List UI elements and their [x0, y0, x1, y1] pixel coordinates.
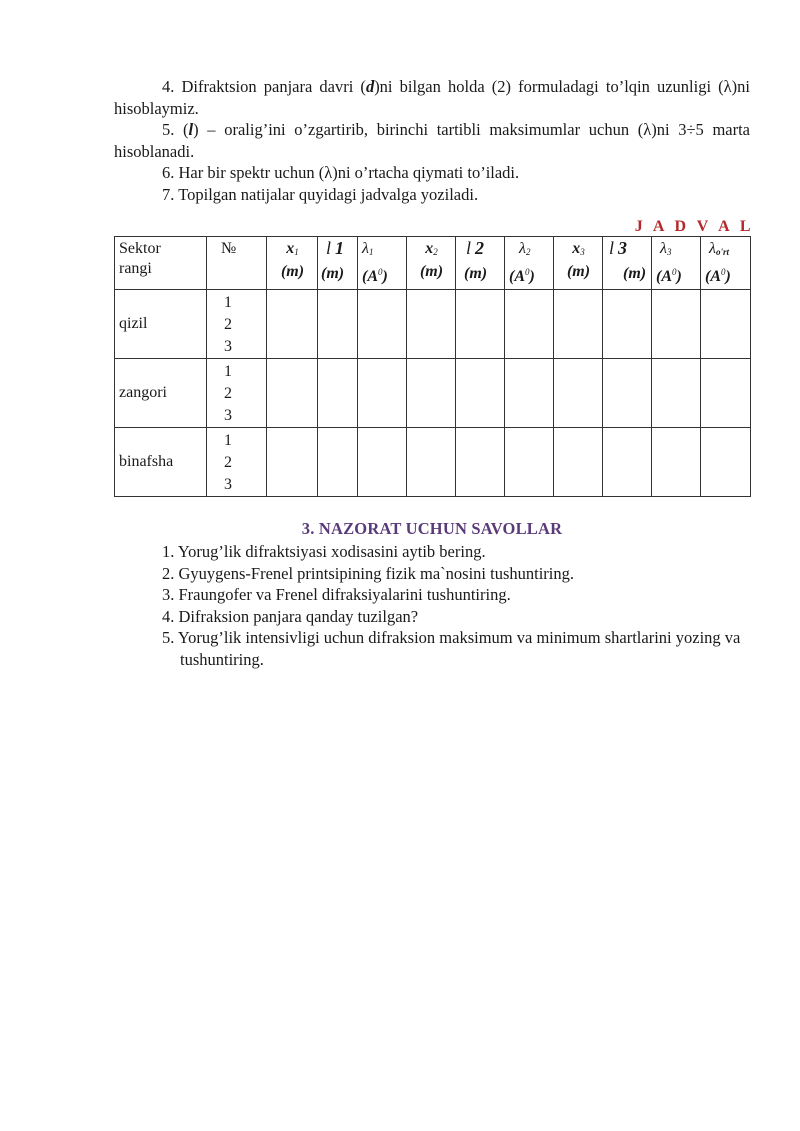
- header-sector: [115, 237, 207, 290]
- step-4: [114, 76, 750, 119]
- header-x1: [267, 237, 318, 290]
- header-x2: [407, 237, 456, 290]
- step-6: [114, 162, 750, 184]
- empty-cell[interactable]: [701, 290, 751, 359]
- empty-cell[interactable]: [603, 428, 652, 497]
- header-lam2-sup: 0: [525, 267, 530, 277]
- row-num: 2: [224, 454, 232, 471]
- empty-cell[interactable]: [407, 359, 456, 428]
- row-num: 3: [224, 338, 232, 355]
- step-6-text: 6. Har bir spektr uchun (λ)ni o’rtacha qiymati to’iladi.: [162, 163, 520, 182]
- table-row: [115, 290, 751, 359]
- header-num: [207, 237, 267, 290]
- empty-cell[interactable]: [318, 359, 358, 428]
- empty-cell[interactable]: [267, 428, 318, 497]
- header-lam2-var: λ: [519, 240, 526, 257]
- header-lam1-unit: (A: [362, 268, 378, 285]
- empty-cell[interactable]: [652, 428, 701, 497]
- header-x1-var: x: [286, 240, 295, 257]
- header-x1-sub: 1: [294, 247, 299, 257]
- header-l1-var: l: [326, 238, 332, 258]
- header-x2-var: x: [425, 240, 434, 257]
- empty-cell[interactable]: [701, 428, 751, 497]
- questions-list: [114, 541, 750, 670]
- empty-cell[interactable]: [407, 428, 456, 497]
- header-l1-num: 1: [335, 238, 345, 258]
- empty-cell[interactable]: [456, 359, 505, 428]
- empty-cell[interactable]: [358, 290, 407, 359]
- row-num: 1: [224, 294, 232, 311]
- list-item: 2. Gyuygens-Frenel printsipining fizik ma`nosini tushuntiring.: [162, 563, 575, 583]
- header-l2: [456, 237, 505, 290]
- step-7: [114, 184, 750, 206]
- step-5-var: l: [188, 120, 194, 139]
- empty-cell[interactable]: [652, 359, 701, 428]
- row-num: 3: [224, 407, 232, 424]
- header-l3: [603, 237, 652, 290]
- header-l1-unit: (m): [321, 265, 345, 282]
- row-num: 1: [224, 363, 232, 380]
- header-l2-unit: (m): [464, 265, 488, 282]
- row-color: zangori: [115, 359, 207, 428]
- header-sector-line1: Sektor: [119, 240, 161, 257]
- empty-cell[interactable]: [318, 290, 358, 359]
- row-num: 2: [224, 385, 232, 402]
- header-lamo-unit: (A: [705, 268, 721, 285]
- step-4-text-b: )ni bilgan holda (2) formuladagi to’lqin uzunligi (λ)ni hisoblaymiz.: [114, 77, 750, 118]
- header-lam1-var: λ: [362, 240, 369, 257]
- header-lamo-close: ): [725, 268, 731, 285]
- empty-cell[interactable]: [603, 290, 652, 359]
- header-l3-unit: (m): [623, 265, 647, 282]
- section-title: 3. NAZORAT UCHUN SAVOLLAR: [301, 519, 563, 538]
- row-numbers: [207, 290, 267, 359]
- row-num: 1: [224, 432, 232, 449]
- empty-cell[interactable]: [358, 428, 407, 497]
- header-l2-var: l: [466, 238, 472, 258]
- row-numbers: [207, 428, 267, 497]
- header-l3-var: l: [609, 238, 615, 258]
- header-x1-unit: (m): [280, 263, 305, 280]
- header-lam3-sub: 3: [666, 247, 672, 257]
- header-x3: [554, 237, 603, 290]
- empty-cell[interactable]: [554, 290, 603, 359]
- header-lamo-sup: 0: [721, 267, 726, 277]
- header-x2-sub: 2: [433, 247, 438, 257]
- header-lam2-unit: (A: [509, 268, 525, 285]
- header-lam1: [358, 237, 407, 290]
- header-l1: [318, 237, 358, 290]
- step-5: [114, 119, 750, 162]
- step-5-text-a: 5. (: [162, 120, 189, 139]
- header-lam2-close: ): [529, 268, 535, 285]
- results-table: [114, 236, 751, 497]
- header-lamo-sub: o'rt: [715, 247, 729, 257]
- empty-cell[interactable]: [505, 428, 554, 497]
- header-lamo-var: λ: [709, 240, 716, 257]
- document-page: [114, 76, 754, 670]
- header-lam1-sub: 1: [368, 247, 374, 257]
- header-lam1-sup: 0: [378, 267, 383, 277]
- table-header-row: [115, 237, 751, 290]
- header-num-label: №: [221, 240, 237, 257]
- table-row: [115, 359, 751, 428]
- header-sector-line2: rangi: [119, 260, 152, 277]
- header-lam2: [505, 237, 554, 290]
- header-l2-num: 2: [475, 238, 485, 258]
- header-lam2-sub: 2: [525, 247, 531, 257]
- step-4-text-a: 4. Difraktsion panjara davri (: [162, 77, 366, 96]
- empty-cell[interactable]: [267, 290, 318, 359]
- header-x3-var: x: [572, 240, 581, 257]
- empty-cell[interactable]: [554, 359, 603, 428]
- header-lam3-close: ): [676, 268, 682, 285]
- header-lam-avg: [701, 237, 751, 290]
- list-item: 3. Fraungofer va Frenel difraksiyalarini tushuntiring.: [162, 585, 511, 604]
- list-item: 5. Yorug’lik intensivligi uchun difraksion maksimum va minimum shartlarini yozing va tushuntiring.: [162, 628, 741, 669]
- row-num: 3: [224, 476, 232, 493]
- table-caption: J A D V A L: [634, 218, 754, 235]
- list-item: 4. Difraksion panjara qanday tuzilgan?: [162, 606, 419, 626]
- header-x3-unit: (m): [566, 263, 591, 280]
- row-numbers: [207, 359, 267, 428]
- empty-cell[interactable]: [456, 428, 505, 497]
- table-row: [115, 428, 751, 497]
- step-5-text-b: ) – oralig’ini o’zgartirib, birinchi tartibli maksimumlar uchun (λ)ni 3÷5 marta hisoblanadi.: [114, 120, 750, 161]
- header-l3-num: 3: [618, 238, 628, 258]
- row-color: binafsha: [115, 428, 207, 497]
- header-x3-sub: 3: [580, 247, 585, 257]
- empty-cell[interactable]: [358, 359, 407, 428]
- header-lam3-sup: 0: [672, 267, 677, 277]
- empty-cell[interactable]: [407, 290, 456, 359]
- empty-cell[interactable]: [652, 290, 701, 359]
- header-lam3: [652, 237, 701, 290]
- empty-cell[interactable]: [603, 359, 652, 428]
- empty-cell[interactable]: [701, 359, 751, 428]
- header-lam3-unit: (A: [656, 268, 672, 285]
- empty-cell[interactable]: [456, 290, 505, 359]
- empty-cell[interactable]: [318, 428, 358, 497]
- header-lam1-close: ): [382, 268, 388, 285]
- step-7-text: 7. Topilgan natijalar quyidagi jadvalga yoziladi.: [162, 184, 479, 204]
- step-4-var: d: [365, 77, 375, 96]
- empty-cell[interactable]: [505, 359, 554, 428]
- empty-cell[interactable]: [505, 290, 554, 359]
- empty-cell[interactable]: [267, 359, 318, 428]
- empty-cell[interactable]: [554, 428, 603, 497]
- row-num: 2: [224, 316, 232, 333]
- list-item: 1. Yorug’lik difraktsiyasi xodisasini aytib bering.: [162, 542, 486, 561]
- header-lam3-var: λ: [660, 240, 667, 257]
- header-x2-unit: (m): [419, 263, 444, 280]
- row-color: qizil: [115, 290, 207, 359]
